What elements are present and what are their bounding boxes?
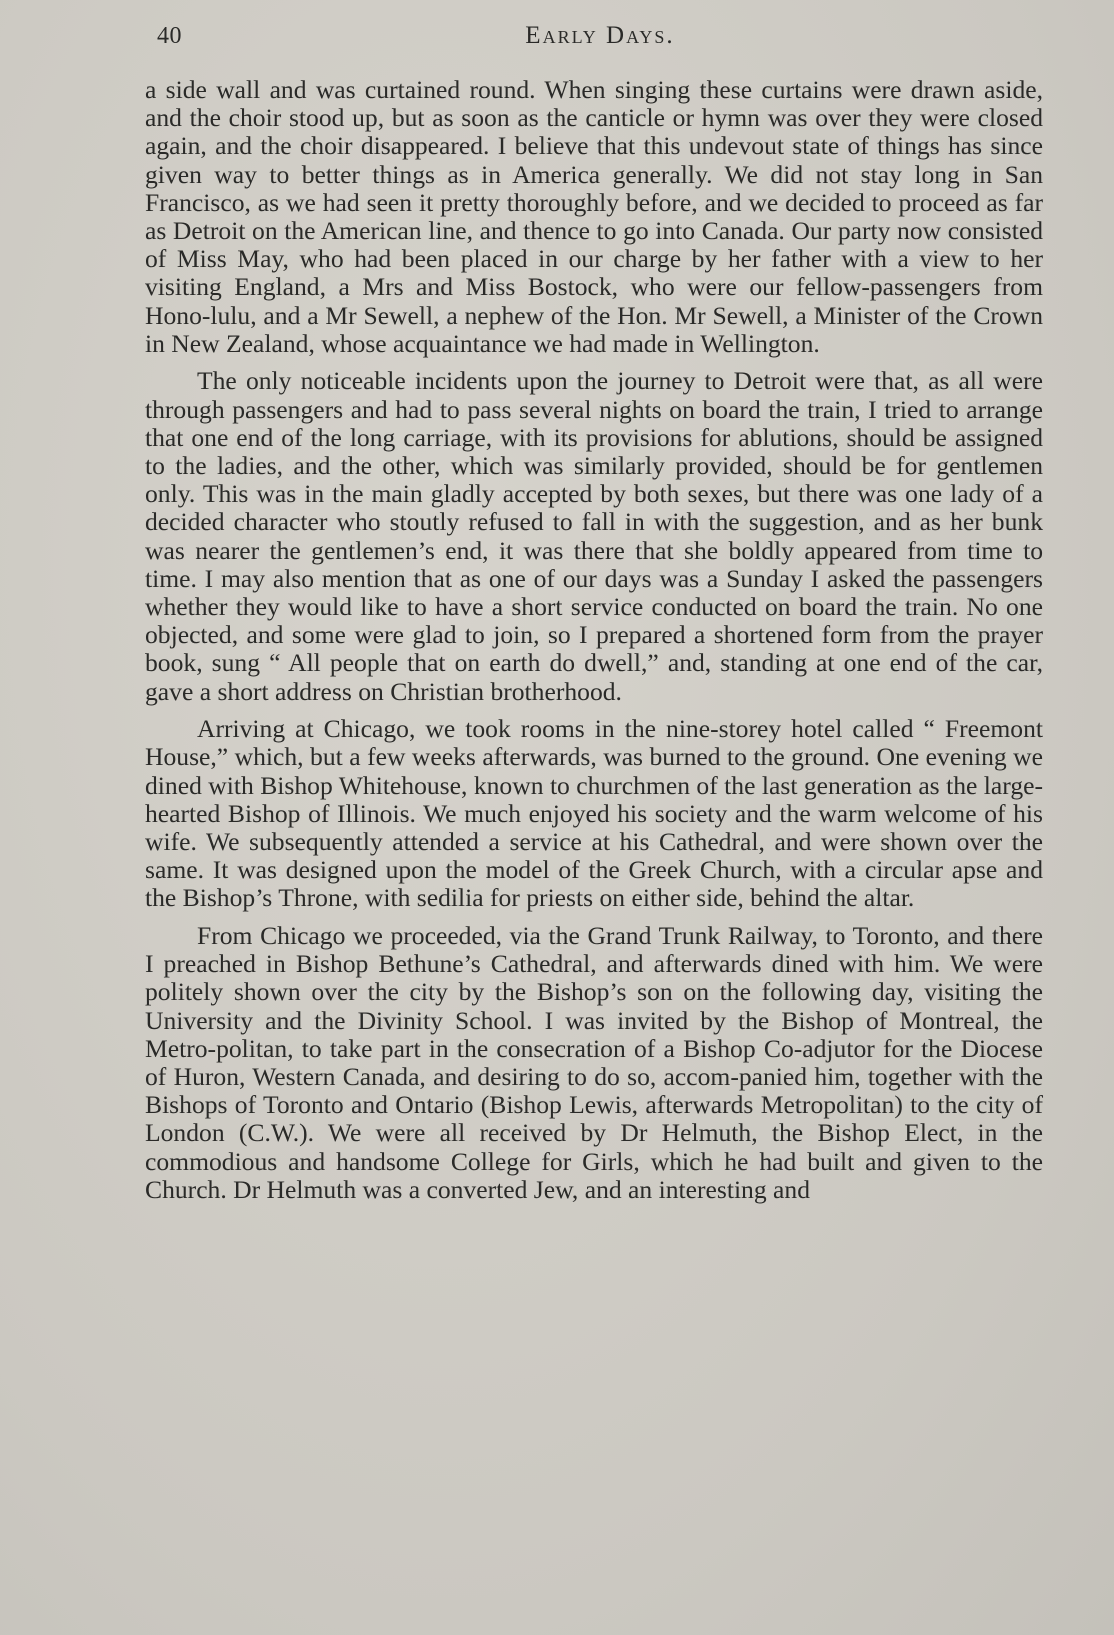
- paragraph-toronto: From Chicago we proceeded, via the Grand Trunk Railway, to Toronto, and there I preached in Bishop Bethune’s Cathedral, and afterwards dined with him. We were politely shown over the city by the Bishop’s son on the following day, visiting the University and the Divinity School. I was invited by the Bishop of Montreal, the Metro-politan, to take part in the consecration of a Bishop Co-adjutor for the Diocese of Huron, Western Canada, and desiring to do so, accom-panied him, together with the Bishops of Toronto and Ontario (Bishop Lewis, afterwards Metropolitan) to the city of London (C.W.). We were all received by Dr Helmuth, the Bishop Elect, in the commodious and handsome College for Girls, which he had built and given to the Church. Dr Helmuth was a converted Jew, and an interesting and: [145, 921, 1043, 1204]
- body-text: [145, 76, 1043, 1213]
- running-title: Early Days.: [525, 22, 675, 49]
- paragraph-journey-to-detroit: The only noticeable incidents upon the journey to Detroit were that, as all were through passengers and had to pass several nights on board the train, I tried to arrange that one end of the long carriage, with its provisions for ablutions, should be assigned to the ladies, and the other, which was similarly provided, should be for gentlemen only. This was in the main gladly accepted by both sexes, but there was one lady of a decided character who stoutly refused to fall in with the suggestion, and as her bunk was nearer the gentlemen’s end, it was there that she boldly appeared from time to time. I may also mention that as one of our days was a Sunday I asked the passengers whether they would like to have a short service conducted on board the train. No one objected, and some were glad to join, so I prepared a shortened form from the prayer book, sung “ All people that on earth do dwell,” and, standing at one end of the car, gave a short address on Christian brotherhood.: [145, 366, 1043, 706]
- paragraph-continued: a side wall and was curtained round. When singing these curtains were drawn aside, and the choir stood up, but as soon as the canticle or hymn was over they were closed again, and the choir disappeared. I believe that this undevout state of things has since given way to better things as in America generally. We did not stay long in San Francisco, as we had seen it pretty thoroughly before, and we decided to proceed as far as Detroit on the American line, and thence to go into Canada. Our party now consisted of Miss May, who had been placed in our charge by her father with a view to her visiting England, a Mrs and Miss Bostock, who were our fellow-passengers from Hono-lulu, and a Mr Sewell, a nephew of the Hon. Mr Sewell, a Minister of the Crown in New Zealand, whose acquaintance we had made in Wellington.: [145, 75, 1043, 358]
- page-number: 40: [157, 23, 182, 49]
- paragraph-chicago: Arriving at Chicago, we took rooms in the nine-storey hotel called “ Freemont House,” which, but a few weeks afterwards, was burned to the ground. One evening we dined with Bishop Whitehouse, known to churchmen of the last generation as the large-hearted Bishop of Illinois. We much enjoyed his society and the warm welcome of his wife. We subsequently attended a service at his Cathedral, and were shown over the same. It was designed upon the model of the Greek Church, with a circular apse and the Bishop’s Throne, with sedilia for priests on either side, behind the altar.: [145, 714, 1043, 913]
- page-header: [157, 20, 1043, 52]
